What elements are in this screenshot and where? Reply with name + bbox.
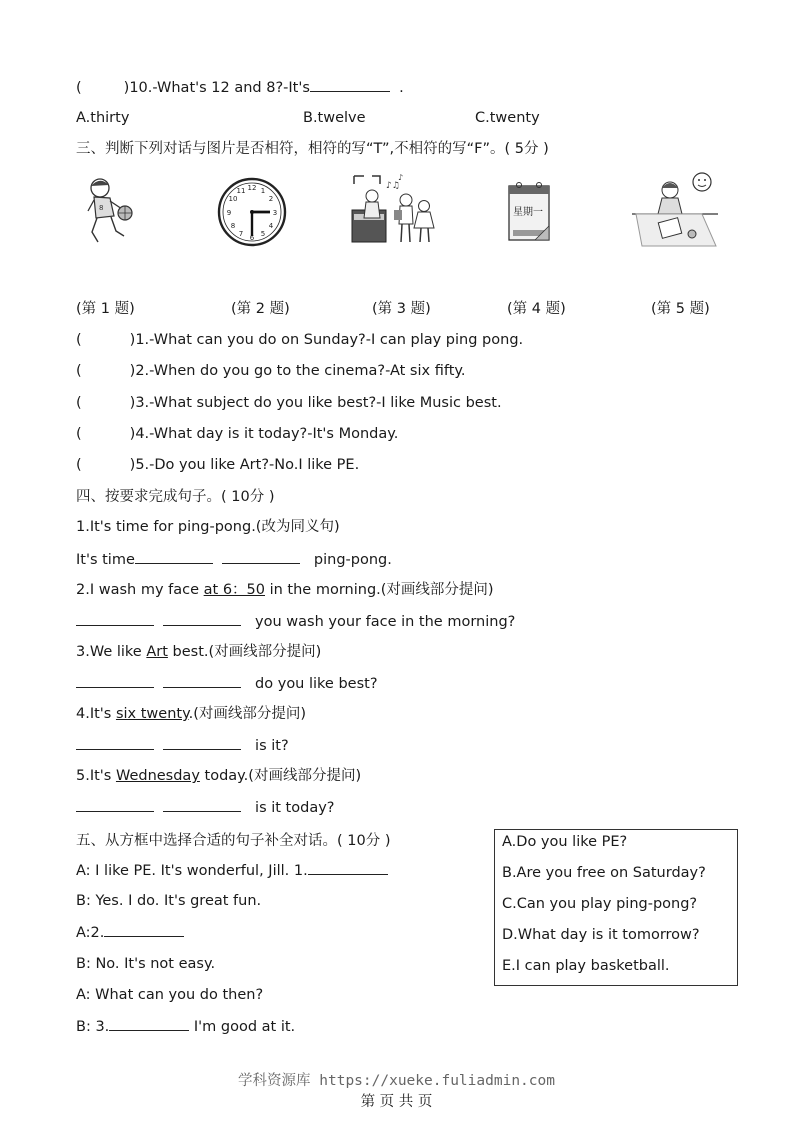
answer-blank[interactable]	[308, 860, 388, 875]
judge-item-5	[76, 455, 359, 475]
box-option-e: E.I can play basketball.	[502, 958, 670, 974]
svg-text:5: 5	[260, 230, 266, 238]
svg-text:♪: ♪	[398, 173, 404, 182]
s4-q2	[76, 580, 494, 600]
box-option-b: B.Are you free on Saturday?	[502, 865, 706, 881]
s4-q4	[76, 704, 306, 724]
source-watermark: 学科资源库 https://xueke.fuliadmin.com	[238, 1073, 555, 1089]
dialog-line-1	[76, 860, 388, 881]
answer-blank[interactable]	[163, 673, 241, 688]
judge-item-3	[76, 393, 502, 413]
picture-label-3: (第 3 题)	[372, 301, 431, 317]
item-text: )1.-What can you do on Sunday?-I can play ping pong.	[129, 332, 524, 348]
svg-text:4: 4	[268, 222, 274, 230]
svg-text:9: 9	[226, 209, 232, 217]
answer-suffix: is it?	[255, 738, 289, 754]
answer-blank[interactable]	[222, 549, 300, 564]
options-box	[494, 829, 738, 986]
picture-label-4: (第 4 题)	[507, 301, 566, 317]
answer-blank[interactable]	[76, 673, 154, 688]
svg-text:3: 3	[272, 209, 278, 217]
dialog-text: B: 3.	[76, 1019, 110, 1035]
svg-text:1: 1	[260, 187, 266, 195]
answer-blank[interactable]	[163, 735, 241, 750]
svg-text:♪♫: ♪♫	[386, 181, 400, 191]
option-c: C.twenty	[475, 110, 540, 126]
dialog-text: B: Yes. I do. It's great fun.	[76, 893, 262, 909]
answer-suffix: do you like best?	[255, 676, 378, 692]
s4-q3-answer	[76, 673, 378, 694]
underlined-part: Wednesday	[115, 768, 200, 784]
answer-paren[interactable]: (	[76, 395, 82, 411]
answer-paren: (	[76, 80, 82, 96]
svg-text:2: 2	[268, 195, 274, 203]
q-post: in the morning.(对画线部分提问)	[265, 582, 494, 598]
period: .	[399, 80, 404, 96]
answer-blank[interactable]	[104, 922, 184, 937]
judge-item-2	[76, 361, 466, 381]
answer-blank[interactable]	[163, 611, 241, 626]
svg-text:8: 8	[99, 204, 104, 212]
answer-blank[interactable]	[76, 611, 154, 626]
s4-q5-answer	[76, 797, 335, 818]
answer-paren[interactable]: (	[76, 457, 82, 473]
svg-text:8: 8	[230, 222, 236, 230]
s4-q4-answer	[76, 735, 289, 756]
item-text: )2.-When do you go to the cinema?-At six fifty.	[129, 363, 466, 379]
s4-q1: 1.It's time for ping-pong.(改为同义句)	[76, 519, 340, 535]
piano-children-picture	[350, 170, 440, 248]
page-number: 第 页 共 页	[360, 1094, 433, 1110]
dialog-text: B: No. It's not easy.	[76, 956, 216, 972]
clock-picture	[216, 176, 288, 248]
q-pre: 4.It's	[76, 706, 116, 722]
picture-label-2: (第 2 题)	[231, 301, 290, 317]
item-text: )4.-What day is it today?-It's Monday.	[129, 426, 399, 442]
s4-q2-answer	[76, 611, 515, 632]
underlined-part: at 6：50	[203, 582, 265, 598]
answer-prefix: It's time	[76, 552, 135, 568]
underlined-part: six twenty	[115, 706, 189, 722]
dialog-line-6	[76, 1016, 295, 1037]
s4-q5	[76, 766, 361, 786]
option-b: B.twelve	[303, 110, 366, 126]
dialog-text: A: I like PE. It's wonderful, Jill. 1.	[76, 863, 308, 879]
section4-title: 四、按要求完成句子。( 10分 )	[76, 489, 275, 505]
question-text: )10.-What's 12 and 8?-It's	[123, 80, 310, 96]
item-text: )5.-Do you like Art?-No.I like PE.	[129, 457, 360, 473]
q-pre: 5.It's	[76, 768, 116, 784]
box-option-d: D.What day is it tomorrow?	[502, 927, 700, 943]
answer-blank[interactable]	[163, 797, 241, 812]
svg-text:6: 6	[249, 234, 255, 242]
underlined-part: Art	[146, 644, 168, 660]
calendar-text: 星期一	[513, 207, 543, 218]
q-post: .(对画线部分提问)	[188, 706, 307, 722]
option-a: A.thirty	[76, 110, 130, 126]
dialog-line-2	[76, 891, 261, 911]
answer-paren[interactable]: (	[76, 332, 82, 348]
answer-suffix: is it today?	[255, 800, 335, 816]
s4-q3	[76, 642, 321, 662]
svg-text:7: 7	[238, 230, 244, 238]
dialog-line-3	[76, 922, 184, 943]
answer-paren[interactable]: (	[76, 426, 82, 442]
judge-item-1	[76, 330, 523, 350]
q-pre: 3.We like	[76, 644, 147, 660]
dialog-text: A: What can you do then?	[76, 987, 264, 1003]
answer-paren[interactable]: (	[76, 363, 82, 379]
judge-item-4	[76, 424, 398, 444]
dialog-line-4	[76, 954, 215, 974]
section3-title: 三、判断下列对话与图片是否相符，相符的写“T”,不相符的写“F”。( 5分 )	[76, 141, 549, 157]
picture-label-1: (第 1 题)	[76, 301, 135, 317]
svg-text:10: 10	[228, 195, 238, 203]
q-post: best.(对画线部分提问)	[167, 644, 322, 660]
svg-text:12: 12	[247, 184, 257, 192]
question-10	[76, 77, 404, 98]
dialog-line-5	[76, 985, 263, 1005]
answer-blank[interactable]	[310, 77, 390, 92]
answer-blank[interactable]	[76, 735, 154, 750]
answer-blank[interactable]	[109, 1016, 189, 1031]
answer-blank[interactable]	[76, 797, 154, 812]
dialog-text-after: I'm good at it.	[189, 1019, 296, 1035]
box-option-a: A.Do you like PE?	[502, 834, 628, 850]
box-option-c: C.Can you play ping-pong?	[502, 896, 698, 912]
q-post: today.(对画线部分提问)	[199, 768, 362, 784]
section5-title: 五、从方框中选择合适的句子补全对话。( 10分 )	[76, 833, 391, 849]
girl-drawing-picture	[632, 170, 718, 250]
q-pre: 2.I wash my face	[76, 582, 204, 598]
answer-suffix: ping-pong.	[313, 552, 392, 568]
svg-text:11: 11	[236, 187, 246, 195]
picture-label-5: (第 5 题)	[651, 301, 710, 317]
answer-blank[interactable]	[135, 549, 213, 564]
answer-suffix: you wash your face in the morning?	[255, 614, 516, 630]
basketball-boy-picture	[82, 176, 138, 246]
item-text: )3.-What subject do you like best?-I like Music best.	[129, 395, 502, 411]
s4-q1-answer	[76, 549, 392, 570]
dialog-text: A:2.	[76, 925, 105, 941]
